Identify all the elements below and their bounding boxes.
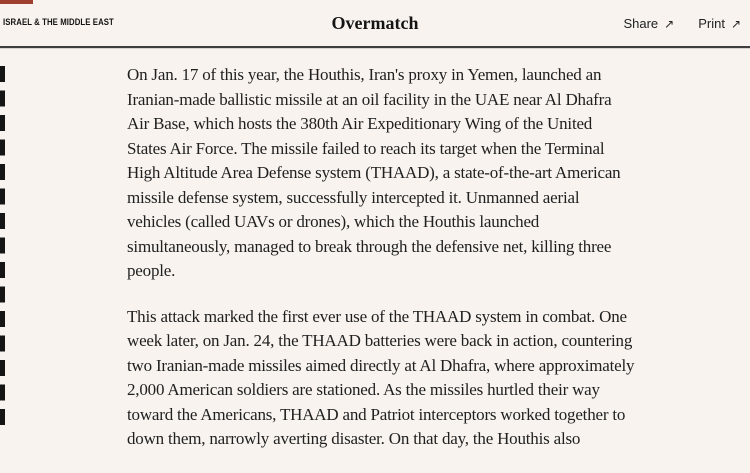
article-body — [127, 63, 635, 473]
section-label[interactable]: ISRAEL & THE MIDDLE EAST — [3, 17, 114, 28]
header-actions — [623, 16, 741, 31]
page-title: Overmatch — [331, 13, 419, 33]
share-button[interactable] — [623, 16, 674, 31]
print-button[interactable] — [698, 16, 741, 31]
article-paragraph: On Jan. 17 of this year, the Houthis, Iran's proxy in Yemen, launched an Iranian-made ballistic missile at an oil facility in the UAE near Al Dhafra Air Base, which hosts the 380th Air Expeditionary Wing of the United States Air Force. The missile failed to reach its target when the Terminal High Altitude Area Defense system (THAAD), a state-of-the-art American missile defense system, successfully intercepted it. Unmanned aerial vehicles (called UAVs or drones), which the Houthis launched simultaneously, managed to break through the defensive net, killing three people. — [127, 65, 621, 280]
article-header — [0, 4, 750, 47]
article-paragraph: This attack marked the first ever use of the THAAD system in combat. One week later, on Jan. 24, the THAAD batteries were back in action, countering two Iranian-made missiles aimed directly at Al Dhafra, where approximately 2,000 American soldiers are stationed. As the missiles hurtled their way toward the Americans, THAAD and Patriot interceptors worked together to down them, narrowly averting disaster. On that day, the Houthis also — [127, 306, 635, 448]
external-link-arrow-icon: ↗ — [730, 16, 741, 31]
share-button-label: Share — [623, 16, 659, 31]
external-link-arrow-icon: ↗ — [664, 16, 675, 31]
print-button-label: Print — [698, 16, 725, 31]
header-divider — [0, 46, 750, 49]
left-clipped-content-marks — [0, 66, 5, 430]
